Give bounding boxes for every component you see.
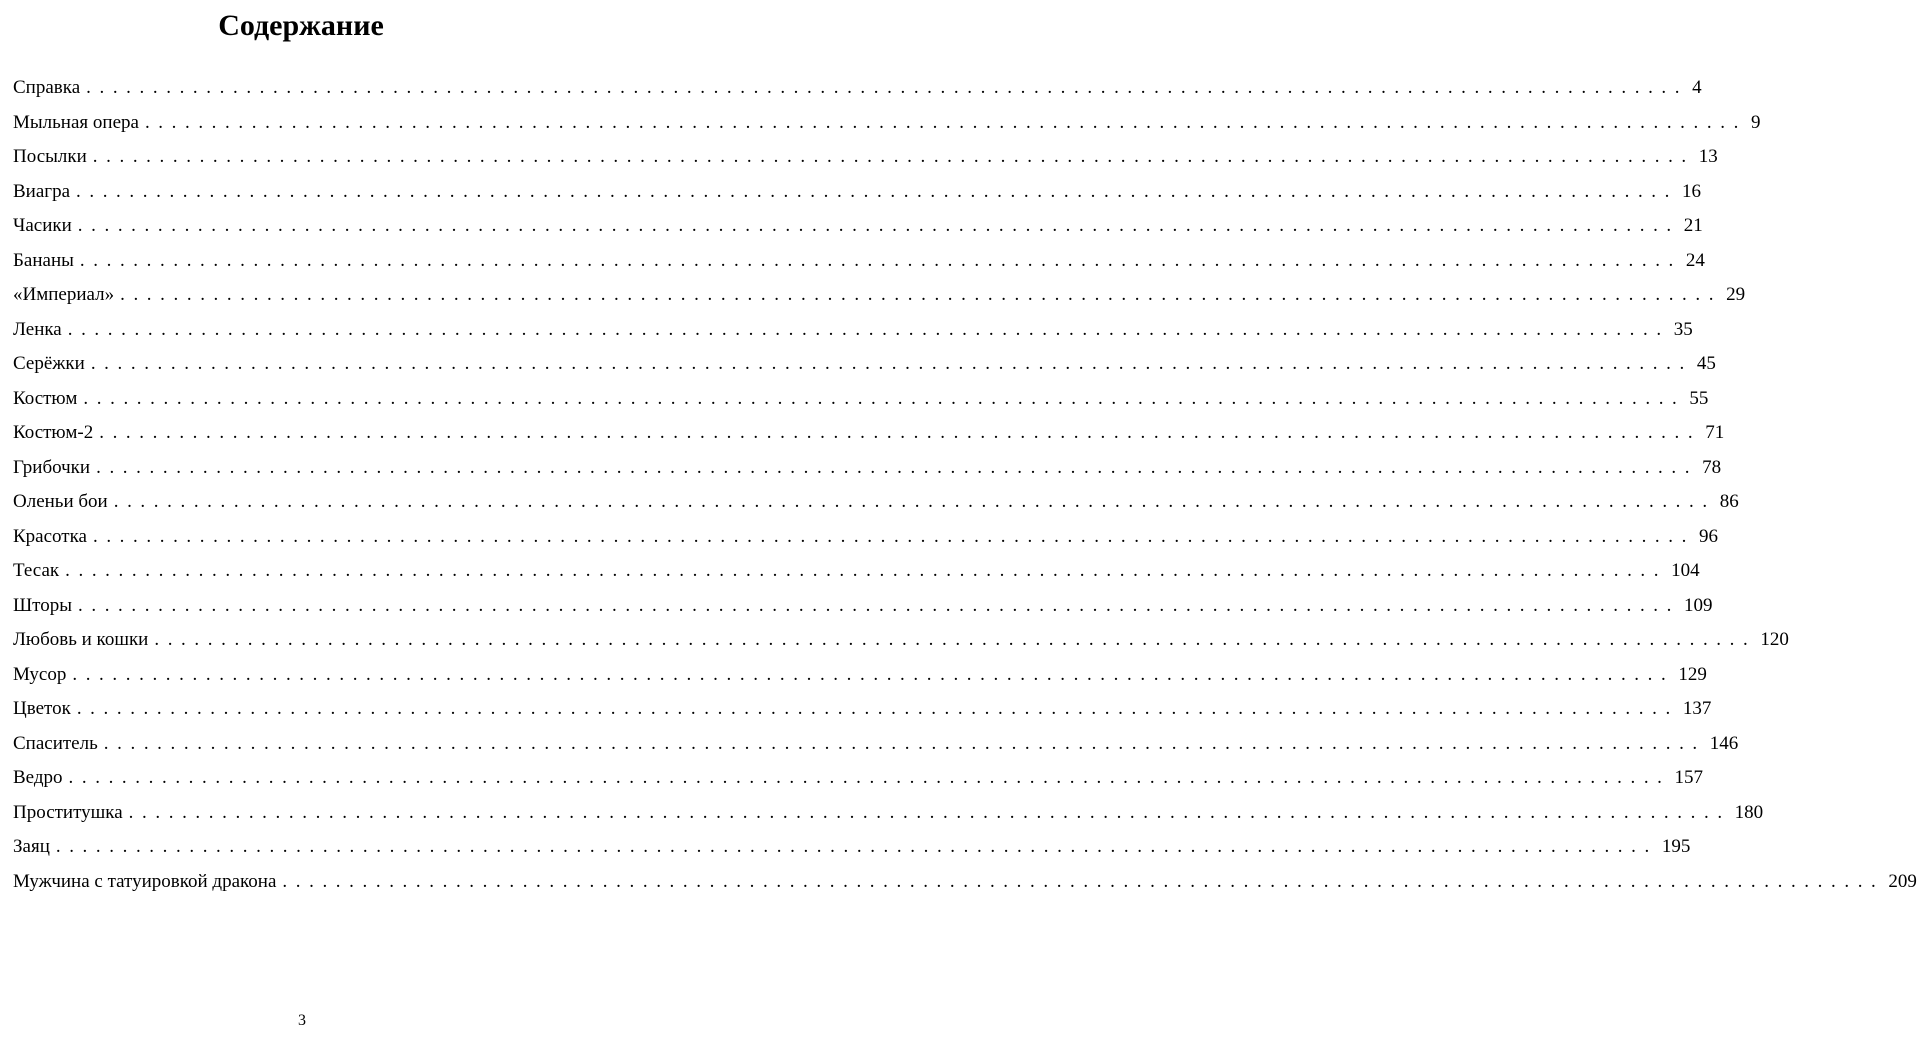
dot-leader: ........................................................................................................................ [76, 698, 1679, 719]
entry-page-number: 137 [1682, 698, 1712, 719]
dot-leader: ........................................................................................................................ [128, 801, 1731, 823]
entry-page-number: 9 [1750, 111, 1761, 133]
entry-title: Мыльная опера [13, 111, 139, 133]
entry-page-number: 13 [1698, 146, 1718, 167]
entry-page-number: 129 [1678, 663, 1707, 685]
entry-page-number: 71 [1705, 422, 1725, 443]
dot-leader: ........................................................................................................................ [92, 146, 1695, 167]
dot-leader: ........................................................................................................................ [68, 767, 1671, 788]
entry-page-number: 24 [1685, 249, 1705, 271]
entry-title: Виагра [13, 180, 70, 202]
toc-entry [13, 175, 1701, 210]
entry-title: Костюм [13, 387, 78, 409]
entry-title: Оленьи бои [13, 491, 108, 512]
toc-entry [13, 520, 1718, 555]
dot-leader: ........................................................................................................................ [120, 284, 1723, 305]
entry-title: Заяц [13, 836, 50, 857]
dot-leader: ........................................................................................................................ [79, 249, 1682, 271]
dot-leader: ........................................................................................................................ [83, 387, 1686, 409]
entry-page-number: 209 [1888, 870, 1917, 892]
entry-title: Цветок [13, 698, 71, 719]
dot-leader: ........................................................................................................................ [99, 422, 1702, 443]
dot-leader: ........................................................................................................................ [92, 525, 1695, 547]
toc-entry [13, 209, 1703, 244]
toc-entry [13, 692, 1712, 727]
toc-entry [13, 485, 1739, 520]
entry-title: Любовь и кошки [13, 629, 149, 650]
entry-page-number: 45 [1696, 353, 1716, 374]
entry-title: Грибочки [13, 456, 91, 478]
entry-title: Тесак [13, 560, 60, 581]
dot-leader: ........................................................................................................................ [72, 663, 1675, 685]
dot-leader: ........................................................................................................................ [77, 215, 1680, 236]
toc-entry [13, 244, 1705, 279]
entry-title: Бананы [13, 249, 74, 271]
toc-entry [13, 761, 1704, 796]
toc-entry [13, 140, 1718, 175]
dot-leader: ........................................................................................................................ [144, 111, 1747, 133]
entry-title: Посылки [13, 146, 87, 167]
page-number: 3 [298, 1012, 306, 1029]
toc-entry [13, 278, 1746, 313]
dot-leader: ........................................................................................................................ [113, 491, 1716, 512]
entry-title: Справка [13, 77, 81, 98]
dot-leader: ........................................................................................................................ [78, 594, 1680, 616]
entry-page-number: 157 [1674, 767, 1704, 788]
page-title: Содержание [218, 9, 384, 42]
dot-leader: ........................................................................................................................ [67, 318, 1670, 340]
toc-entry [13, 71, 1702, 106]
entry-page-number: 16 [1682, 180, 1701, 202]
entry-page-number: 86 [1719, 491, 1739, 512]
entry-page-number: 195 [1661, 836, 1691, 857]
toc-entry [13, 382, 1709, 417]
entry-page-number: 78 [1702, 456, 1722, 478]
entry-title: Шторы [13, 594, 72, 616]
dot-leader: ........................................................................................................................ [96, 456, 1699, 478]
toc-entry [13, 727, 1739, 762]
toc-entry [13, 347, 1716, 382]
dot-leader: ........................................................................................................................ [154, 629, 1757, 650]
entry-title: Серёжки [13, 353, 85, 374]
dot-leader: ........................................................................................................................ [65, 560, 1668, 581]
entry-page-number: 104 [1671, 560, 1700, 581]
dot-leader: ........................................................................................................................ [90, 353, 1693, 374]
toc-entry [13, 589, 1713, 624]
toc-entry [13, 830, 1691, 865]
entry-title: Ведро [13, 767, 63, 788]
entry-page-number: 35 [1673, 318, 1693, 340]
toc-entry [13, 313, 1693, 348]
entry-title: «Империал» [13, 284, 115, 305]
dot-leader: ........................................................................................................................ [76, 180, 1678, 202]
entry-page-number: 55 [1689, 387, 1709, 409]
entry-page-number: 96 [1698, 525, 1718, 547]
dot-leader: ........................................................................................................................ [86, 77, 1689, 98]
table-of-contents [13, 71, 1917, 899]
dot-leader: ........................................................................................................................ [103, 732, 1706, 754]
entry-page-number: 21 [1683, 215, 1703, 236]
dot-leader: ........................................................................................................................ [55, 836, 1658, 857]
entry-title: Ленка [13, 318, 62, 340]
toc-entry [13, 451, 1722, 486]
entry-title: Проститушка [13, 801, 123, 823]
entry-page-number: 146 [1709, 732, 1739, 754]
entry-page-number: 4 [1692, 77, 1702, 98]
entry-title: Костюм-2 [13, 422, 94, 443]
entry-title: Часики [13, 215, 72, 236]
toc-entry [13, 658, 1707, 693]
entry-page-number: 29 [1726, 284, 1746, 305]
toc-entry [13, 554, 1700, 589]
toc-entry [13, 106, 1761, 141]
entry-title: Спаситель [13, 732, 98, 754]
entry-page-number: 120 [1760, 629, 1789, 650]
toc-entry [13, 416, 1725, 451]
toc-entry [13, 796, 1764, 831]
entry-title: Мужчина с татуировкой дракона [13, 870, 277, 892]
entry-title: Мусор [13, 663, 67, 685]
entry-page-number: 109 [1684, 594, 1713, 616]
toc-entry [13, 865, 1917, 900]
entry-title: Красотка [13, 525, 87, 547]
dot-leader: ........................................................................................................................ [282, 870, 1885, 892]
entry-page-number: 180 [1734, 801, 1764, 823]
toc-entry [13, 623, 1789, 658]
